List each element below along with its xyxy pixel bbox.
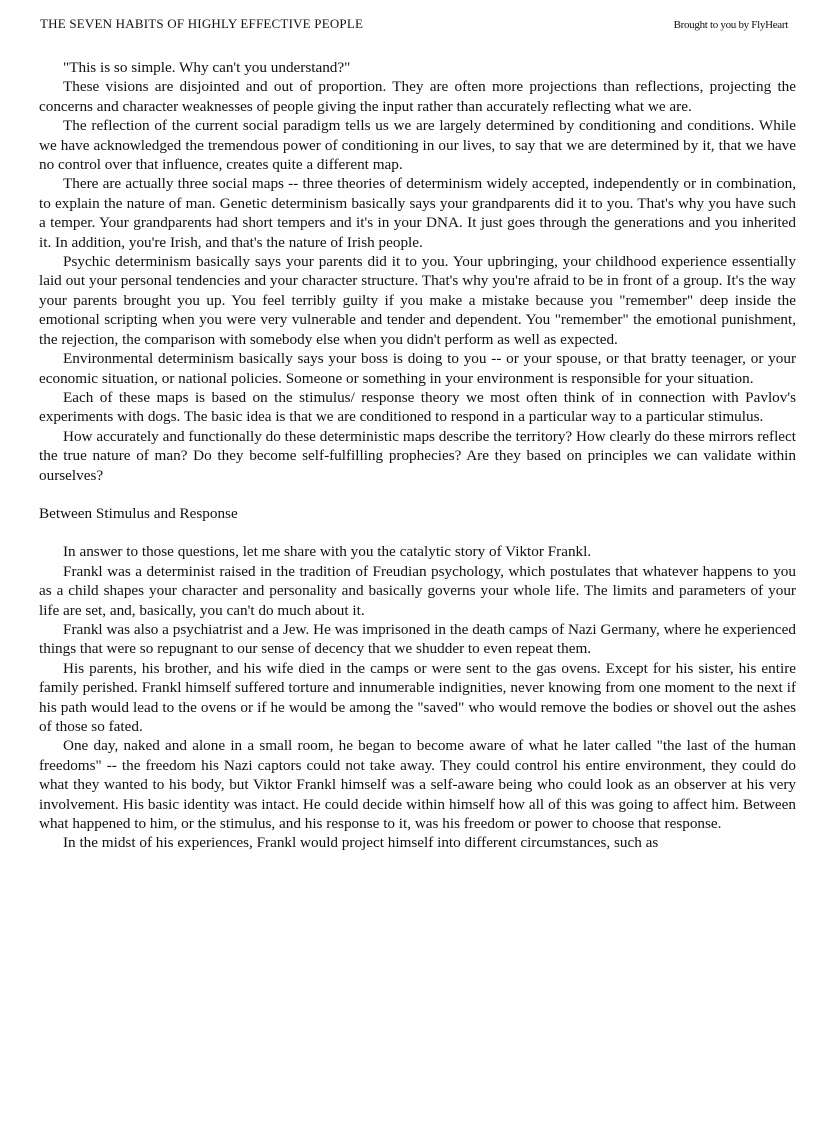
body-paragraph: There are actually three social maps -- three theories of determinism widely accepted, independently or in combination, to explain the nature of man. Genetic determinism basically says your grandparents did it to you. That's why you have such a temper. Your grandparents had short tempers and it's in your DNA. It just goes through the generations and you inherited it. In addition, you're Irish, and that's the nature of Irish people.	[39, 175, 796, 251]
body-paragraph: These visions are disjointed and out of proportion. They are often more projections than reflections, projecting the concerns and character weaknesses of people giving the input rather than accurately reflecting what we are.	[39, 78, 796, 115]
body-text	[39, 58, 796, 853]
body-paragraph: How accurately and functionally do these deterministic maps describe the territory? How clearly do these mirrors reflect the true nature of man? Do they become self-fulfilling prophecies? Are they based on principles we can validate within ourselves?	[39, 427, 796, 484]
body-paragraph: In the midst of his experiences, Frankl would project himself into different circumstances, such as	[63, 834, 659, 852]
body-paragraph: Each of these maps is based on the stimulus/ response theory we most often think of in connection with Pavlov's experiments with dogs. The basic idea is that we are conditioned to respond in a particular way to a particular stimulus.	[39, 388, 796, 426]
book-title: THE SEVEN HABITS OF HIGHLY EFFECTIVE PEOPLE	[40, 16, 364, 31]
running-header	[40, 16, 788, 36]
body-paragraph: His parents, his brother, and his wife died in the camps or were sent to the gas ovens. Except for his sister, his entire family perished. Frankl himself suffered torture and innumerable indignities, never knowing from one moment to the next if his path would lead to the ovens or if he would be among the "saved" who would remove the bodies or shovel out the ashes of those so fated.	[39, 659, 796, 735]
body-paragraph: Environmental determinism basically says your boss is doing to you -- or your spouse, or that bratty teenager, or your economic situation, or national policies. Someone or something in your environment is responsible for your situation.	[39, 350, 796, 387]
body-paragraph: In answer to those questions, let me share with you the catalytic story of Viktor Frankl.	[63, 543, 592, 561]
body-paragraph: Psychic determinism basically says your parents did it to you. Your upbringing, your childhood experience essentially laid out your personal tendencies and your character structure. That's why you're afraid to be in front of a group. It's the way your parents brought you up. You feel terribly guilty if you make a mistake because you "remember" deep inside the emotional scripting when you were very vulnerable and tender and dependent. You "remember" the emotional punishment, the rejection, the comparison with somebody else when you didn't perform as well as expected.	[39, 253, 796, 348]
body-paragraph: The reflection of the current social paradigm tells us we are largely determined by conditioning and conditions. While we have acknowledged the tremendous power of conditioning in our lives, to say that we are determined by it, that we have no control over that influence, creates quite a different map.	[39, 117, 796, 174]
body-paragraph: Frankl was a determinist raised in the tradition of Freudian psychology, which postulates that whatever happens to you as a child shapes your character and personality and basically governs your whole life. The limits and parameters of your life are set, and, basically, you can't do much about it.	[39, 562, 796, 619]
source-credit: Brought to you by FlyHeart	[673, 19, 788, 31]
section-heading: Between Stimulus and Response	[39, 504, 238, 522]
body-paragraph: "This is so simple. Why can't you understand?"	[63, 59, 351, 76]
body-paragraph: One day, naked and alone in a small room, he began to become aware of what he later called "the last of the human freedoms" -- the freedom his Nazi captors could not take away. They could control his entire environment, they could do what they wanted to his body, but Viktor Frankl himself was a self-aware being who could look as an observer at his very involvement. His basic identity was intact. He could decide within himself how all of this was going to affect him. Between what happened to him, or the stimulus, and his response to it, was his freedom or power to choose that response.	[39, 737, 796, 833]
body-paragraph: Frankl was also a psychiatrist and a Jew. He was imprisoned in the death camps of Nazi Germany, where he experienced things that were so repugnant to our sense of decency that we shudder to even repeat them.	[39, 620, 796, 658]
